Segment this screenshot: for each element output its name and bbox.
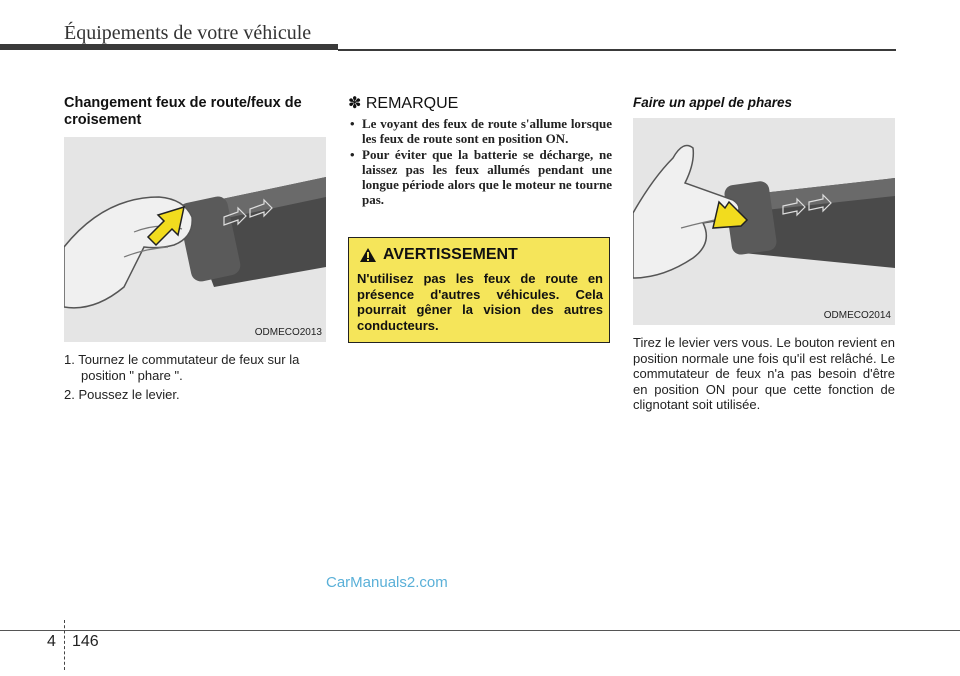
header-rule-thick	[0, 44, 338, 50]
section-heading: Changement feux de route/feux de croisement	[64, 95, 302, 128]
step-item: 2. Poussez le levier.	[64, 387, 180, 402]
note-item: • Le voyant des feux de route s'allume lorsque les feux de route sont en position ON.	[350, 116, 612, 146]
footer-rule	[0, 630, 960, 631]
figure-headlight-switch-push	[64, 137, 326, 342]
note-heading: ✽ REMARQUE	[348, 95, 459, 112]
page-divider	[64, 620, 65, 670]
header-title: Équipements de votre véhicule	[64, 22, 312, 44]
step-item: 1. Tournez le commutateur de feux sur la position " phare ".	[64, 352, 300, 383]
figure-flash-to-pass	[633, 118, 895, 325]
watermark-link[interactable]: CarManuals2.com	[326, 574, 448, 591]
page-number: 146	[72, 633, 99, 650]
body-text: Tirez le levier vers vous. Le bouton revient en position normale une fois qu'il est relâché. Le commutateur de feux n'a pas besoin d'être en position ON pour que cette fonction de clignotant soit utilisée.	[633, 335, 895, 412]
subsection-heading: Faire un appel de phares	[633, 95, 793, 110]
steps-list	[64, 352, 326, 407]
warning-title: AVERTISSEMENT	[383, 246, 518, 263]
chapter-number: 4	[47, 633, 56, 650]
lever-push-illustration	[64, 137, 326, 342]
warning-box	[348, 237, 610, 343]
figure-code: ODMECO2013	[254, 327, 322, 338]
note-item: • Pour éviter que la batterie se décharge, ne laissez pas les feux allumés pendant une longue période alors que le moteur ne tourne pas.	[350, 147, 612, 207]
note-list	[348, 116, 612, 208]
warning-text: N'utilisez pas les feux de route en présence d'autres véhicules. Cela pourrait gêner la vision des autres conducteurs.	[357, 271, 603, 333]
lever-pull-illustration	[633, 118, 895, 325]
warning-triangle-icon	[359, 247, 377, 263]
header-rule-thin	[338, 49, 896, 51]
figure-code: ODMECO2014	[823, 310, 891, 321]
